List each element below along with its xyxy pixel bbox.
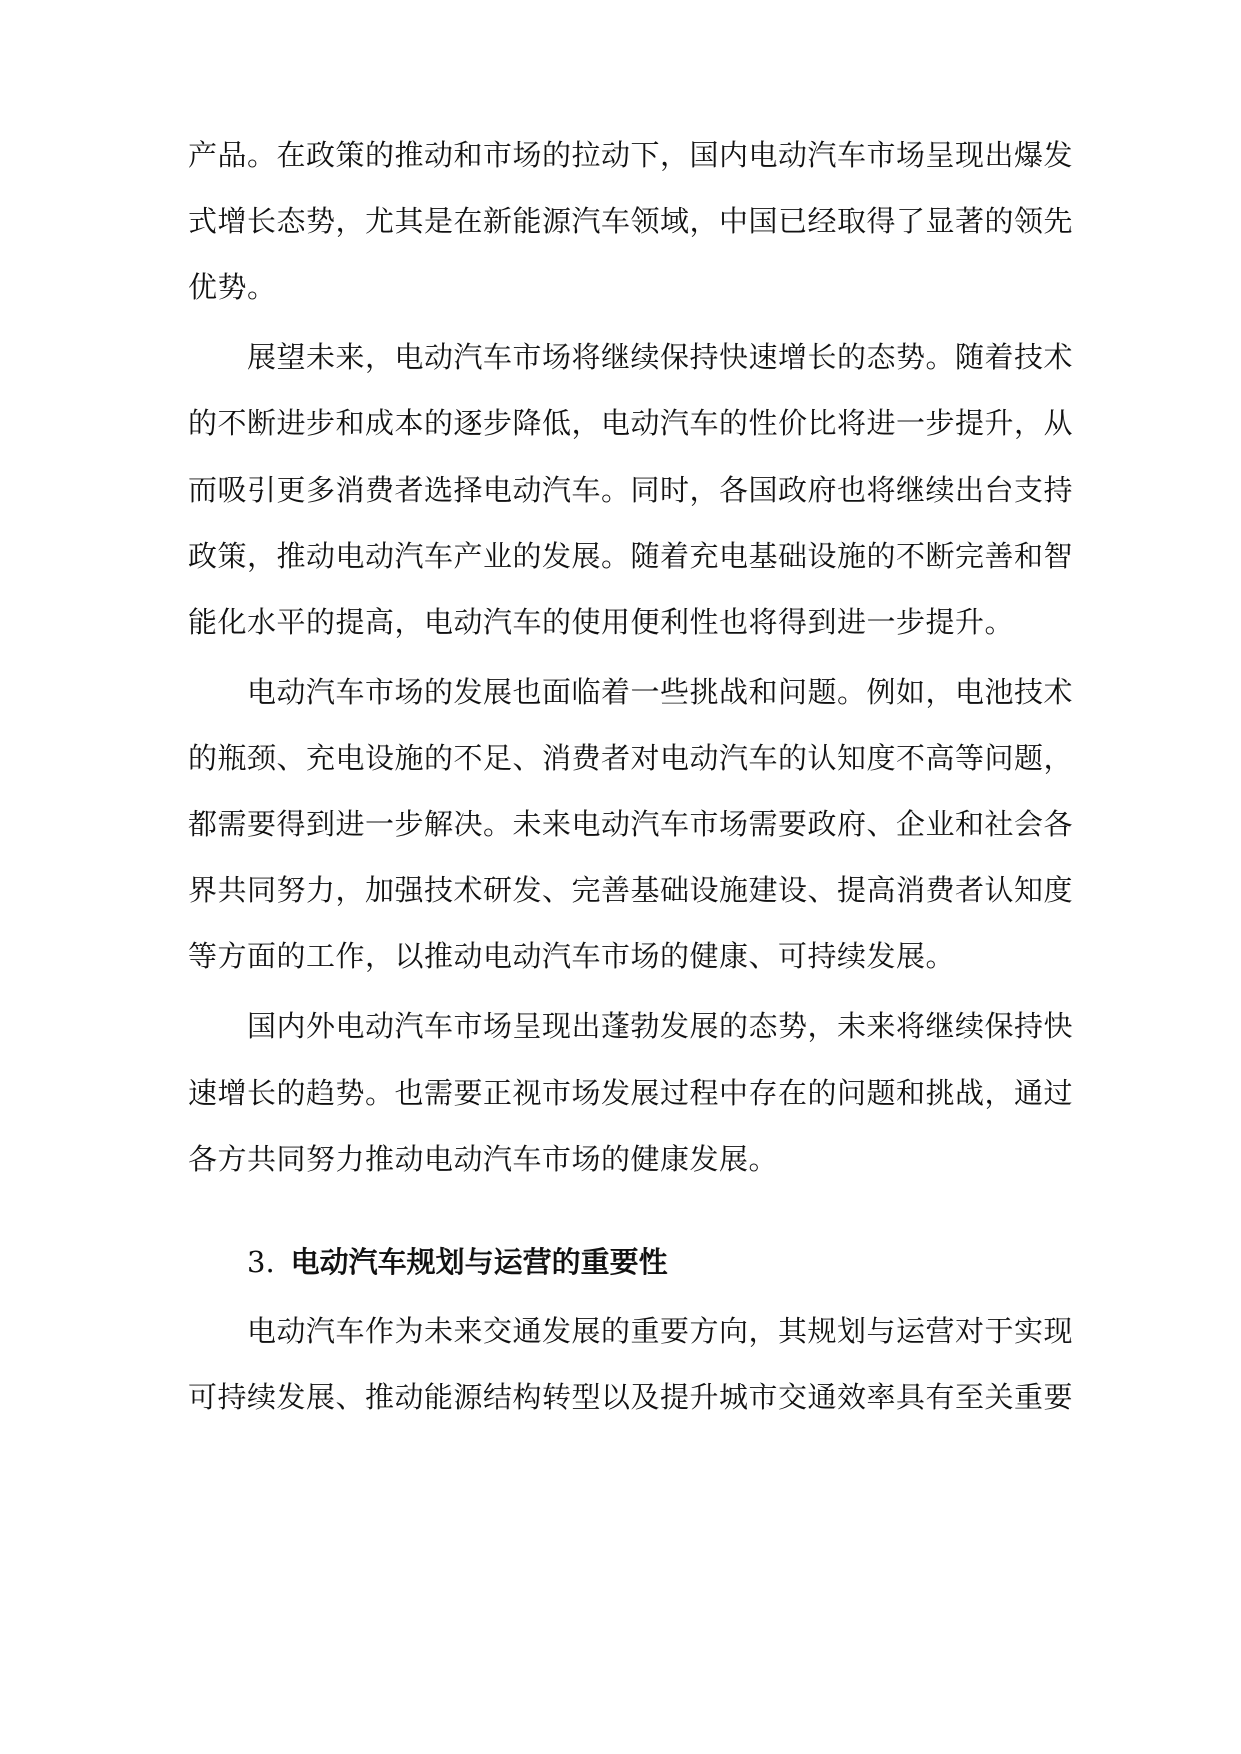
text-line: 而吸引更多消费者选择电动汽车。同时，各国政府也将继续出台支持 [188, 473, 1074, 507]
text-line: 各方共同努力推动电动汽车市场的健康发展。 [188, 1142, 779, 1176]
text-line: 可持续发展、推动能源结构转型以及提升城市交通效率具有至关重要 [188, 1380, 1074, 1414]
section-number: 3. [247, 1245, 275, 1279]
text-line: 电动汽车市场的发展也面临着一些挑战和问题。例如，电池技术 [247, 675, 1074, 709]
text-line: 能化水平的提高，电动汽车的使用便利性也将得到进一步提升。 [188, 605, 1015, 639]
text-line: 产品。在政策的推动和市场的拉动下，国内电动汽车市场呈现出爆发 [188, 138, 1074, 172]
text-line: 展望未来，电动汽车市场将继续保持快速增长的态势。随着技术 [247, 340, 1074, 374]
text-line: 速增长的趋势。也需要正视市场发展过程中存在的问题和挑战，通过 [188, 1076, 1074, 1110]
text-line: 式增长态势，尤其是在新能源汽车领域，中国已经取得了显著的领先 [188, 204, 1074, 238]
section-title: 电动汽车规划与运营的重要性 [290, 1245, 668, 1279]
text-line: 等方面的工作，以推动电动汽车市场的健康、可持续发展。 [188, 939, 956, 973]
text-line: 的瓶颈、充电设施的不足、消费者对电动汽车的认知度不高等问题， [188, 741, 1074, 775]
text-line: 优势。 [188, 270, 277, 304]
text-line: 界共同努力，加强技术研发、完善基础设施建设、提高消费者认知度 [188, 873, 1074, 907]
text-line: 国内外电动汽车市场呈现出蓬勃发展的态势，未来将继续保持快 [247, 1009, 1074, 1043]
section-heading [247, 1242, 668, 1282]
text-line: 的不断进步和成本的逐步降低，电动汽车的性价比将进一步提升，从 [188, 406, 1074, 440]
text-line: 都需要得到进一步解决。未来电动汽车市场需要政府、企业和社会各 [188, 807, 1074, 841]
text-line: 政策，推动电动汽车产业的发展。随着充电基础设施的不断完善和智 [188, 539, 1074, 573]
text-line: 电动汽车作为未来交通发展的重要方向，其规划与运营对于实现 [247, 1314, 1074, 1348]
